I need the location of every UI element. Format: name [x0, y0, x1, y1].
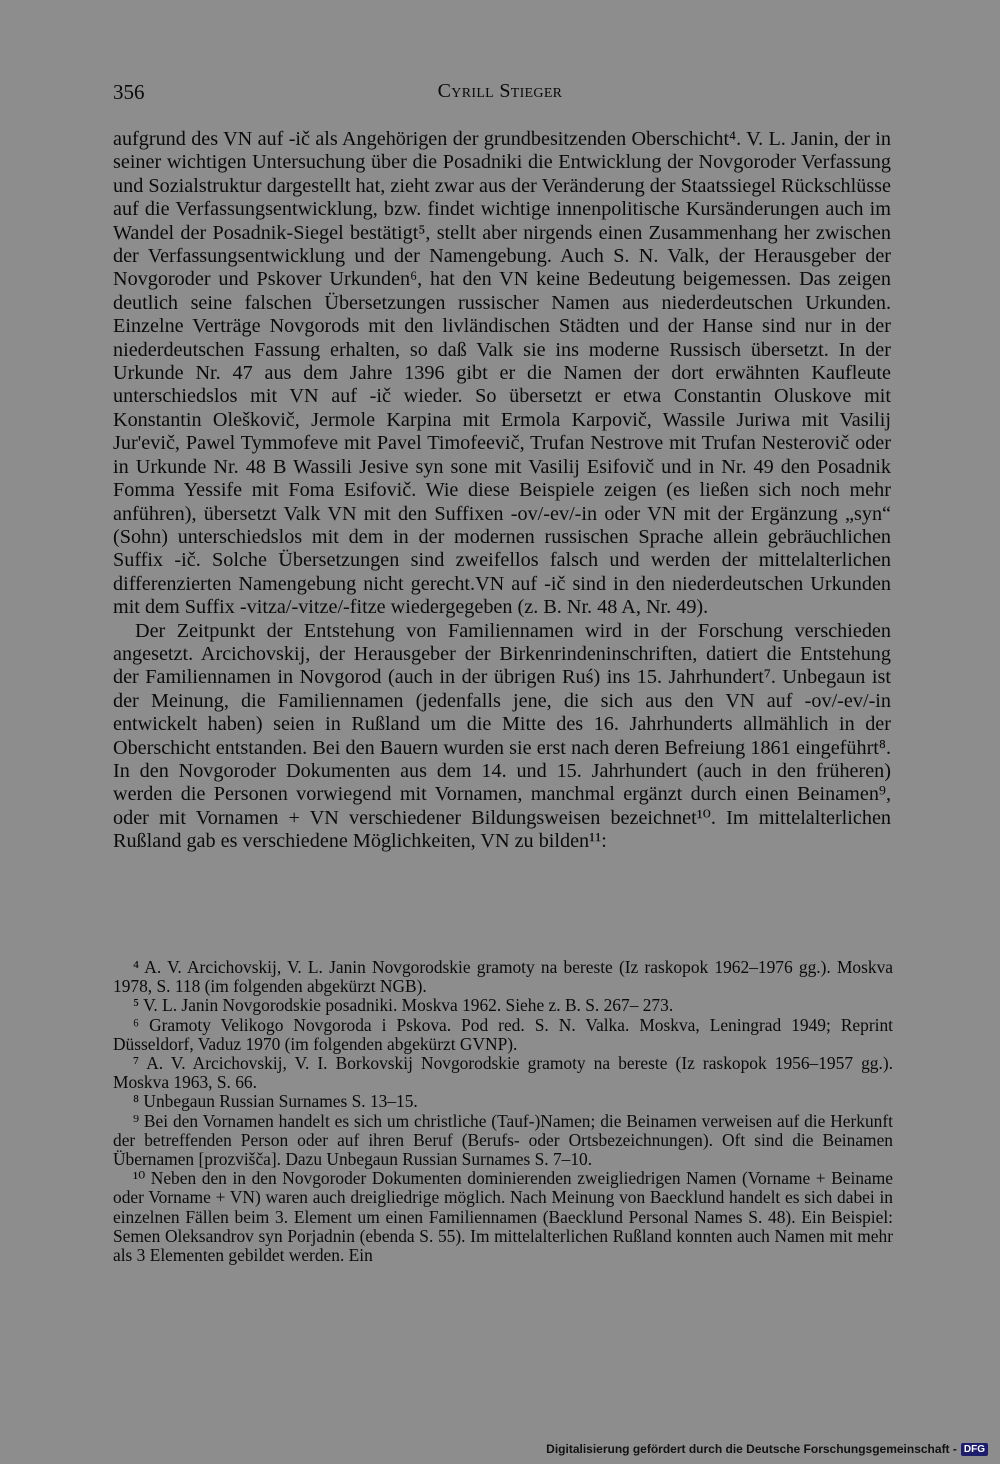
footnote: ⁷ A. V. Arcichovskij, V. I. Borkovskij Novgorodskie gramoty na bereste (Iz raskopok 1956–1957 gg.). Moskva 1963, S. 66.: [113, 1053, 893, 1093]
paragraph: Der Zeitpunkt der Entstehung von Familiennamen wird in der Forschung verschieden angesetzt. Arcichovskij, der Herausgeber der Birkenrindeninschriften, datiert die Entstehung der Familiennamen in Novgorod (auch in der übrigen Ruś) ins 15. Jahrhundert⁷. Unbegaun ist der Meinung, die Familiennamen (jedenfalls jene, die sich aus den VN auf -ov/-ev/-in entwickelt haben) seien in Rußland um die Mitte des 16. Jahrhunderts allmählich in der Oberschicht entstanden. Bei den Bauern wurden sie erst nach deren Befreiung 1861 eingeführt⁸. In den Novgoroder Dokumenten aus dem 14. und 15. Jahrhundert (auch in den früheren) werden die Personen vorwiegend mit Vornamen, manchmal ergänzt durch einen Beinamen⁹, oder mit Vornamen + VN verschiedener Bildungsweisen bezeichnet¹⁰. Im mittelalterlichen Rußland gab es verschiedene Möglichkeiten, VN zu bilden¹¹:: [113, 619, 891, 853]
page-number: 356: [113, 80, 145, 104]
footnote: ¹⁰ Neben den in den Novgoroder Dokumenten dominierenden zweigliedrigen Namen (Vorname + Beiname oder Vorname + VN) waren auch dreigliedrige möglich. Nach Meinung von Baecklund handelt es sich dabei in einzelnen Fällen beim 3. Element um einen Familiennamen (Baecklund Personal Names S. 48). Ein Beispiel: Semen Oleksandrov syn Porjadnin (ebenda S. 55). Im mittelalterlichen Rußland konnten auch Namen mit mehr als 3 Elementen gebildet werden. Ein: [113, 1168, 893, 1266]
main-text: [113, 128, 891, 854]
footnote: ⁵ V. L. Janin Novgorodskie posadniki. Moskva 1962. Siehe z. B. S. 267– 273.: [133, 995, 674, 1016]
footnote: ⁶ Gramoty Velikogo Novgoroda i Pskova. Pod red. S. N. Valka. Moskva, Leningrad 1949; Reprint Düsseldorf, Vaduz 1970 (im folgenden abgekürzt GVNP).: [113, 1014, 893, 1054]
dfg-logo: DFG: [961, 1443, 988, 1456]
footnote: ⁹ Bei den Vornamen handelt es sich um christliche (Tauf-)Namen; die Beinamen verweisen auf die Herkunft der betreffenden Person oder auf ihren Beruf (Berufs- oder Ortsbezeichnungen). Oft sind die Beinamen Übernamen [prozvišča]. Dazu Unbegaun Russian Surnames S. 7–10.: [113, 1110, 893, 1170]
footnote: ⁸ Unbegaun Russian Surnames S. 13–15.: [133, 1091, 418, 1112]
footnotes: [113, 958, 893, 1265]
digitization-credit: [546, 1442, 988, 1456]
credit-text: Digitalisierung gefördert durch die Deutsche Forschungsgemeinschaft -: [546, 1442, 957, 1456]
footnote: ⁴ A. V. Arcichovskij, V. L. Janin Novgorodskie gramoty na bereste (Iz raskopok 1962–1976 gg.). Moskva 1978, S. 118 (im folgenden abgekürzt NGB).: [113, 957, 893, 997]
running-head: Cyrill Stieger: [437, 80, 563, 102]
paragraph: aufgrund des VN auf -ič als Angehörigen der grundbesitzenden Oberschicht⁴. V. L. Janin, der in seiner wichtigen Untersuchung über die Posadniki die Entwicklung der Novgoroder Verfassung und Sozialstruktur dargestellt hat, zieht zwar aus der Veränderung der Staatssiegel Rückschlüsse auf die Verfassungsentwicklung, bzw. findet wichtige innenpolitische Kursänderungen auch im Wandel der Posadnik-Siegel bestätigt⁵, stellt aber nirgends einen Zusammenhang her zwischen der Verfassungsentwicklung und der Namengebung. Auch S. N. Valk, der Herausgeber der Novgoroder und Pskover Urkunden⁶, hat den VN keine Bedeutung beigemessen. Das zeigen deutlich seine falschen Übersetzungen russischer Namen aus niederdeutschen Urkunden. Einzelne Verträge Novgorods mit den livländischen Städten und der Hanse sind nur in der niederdeutschen Fassung erhalten, so daß Valk sie ins moderne Russisch übersetzt. In der Urkunde Nr. 47 aus dem Jahre 1396 gibt er die Namen der dort erwähnten Kaufleute unterschiedslos mit VN auf -ič wieder. So übersetzt er etwa Constantin Oluskove mit Konstantin Oleškovič, Jermole Karpina mit Ermola Karpovič, Wassile Juriwa mit Vasilij Jur'evič, Pawel Tymmofeve mit Pavel Timofeevič, Trufan Nestrove mit Trufan Nesterovič oder in Urkunde Nr. 48 B Wassili Jesive syn sone mit Vasilij Esifovič und in Nr. 49 den Posadnik Fomma Yessife mit Foma Esifovič. Wie diese Beispiele zeigen (es ließen sich noch mehr anführen), übersetzt Valk VN mit den Suffixen -ov/-ev/-in oder VN mit der Ergänzung „syn“ (Sohn) unterschiedslos mit dem in der modernen russischen Sprache allein gebräuchlichen Suffix -ič. Solche Übersetzungen sind zweifellos falsch und werden der mittelalterlichen differenzierten Namengebung nicht gerecht.VN auf -ič sind in den niederdeutschen Urkunden mit dem Suffix -vitza/-vitze/-fitze wiedergegeben (z. B. Nr. 48 A, Nr. 49).: [113, 128, 891, 619]
